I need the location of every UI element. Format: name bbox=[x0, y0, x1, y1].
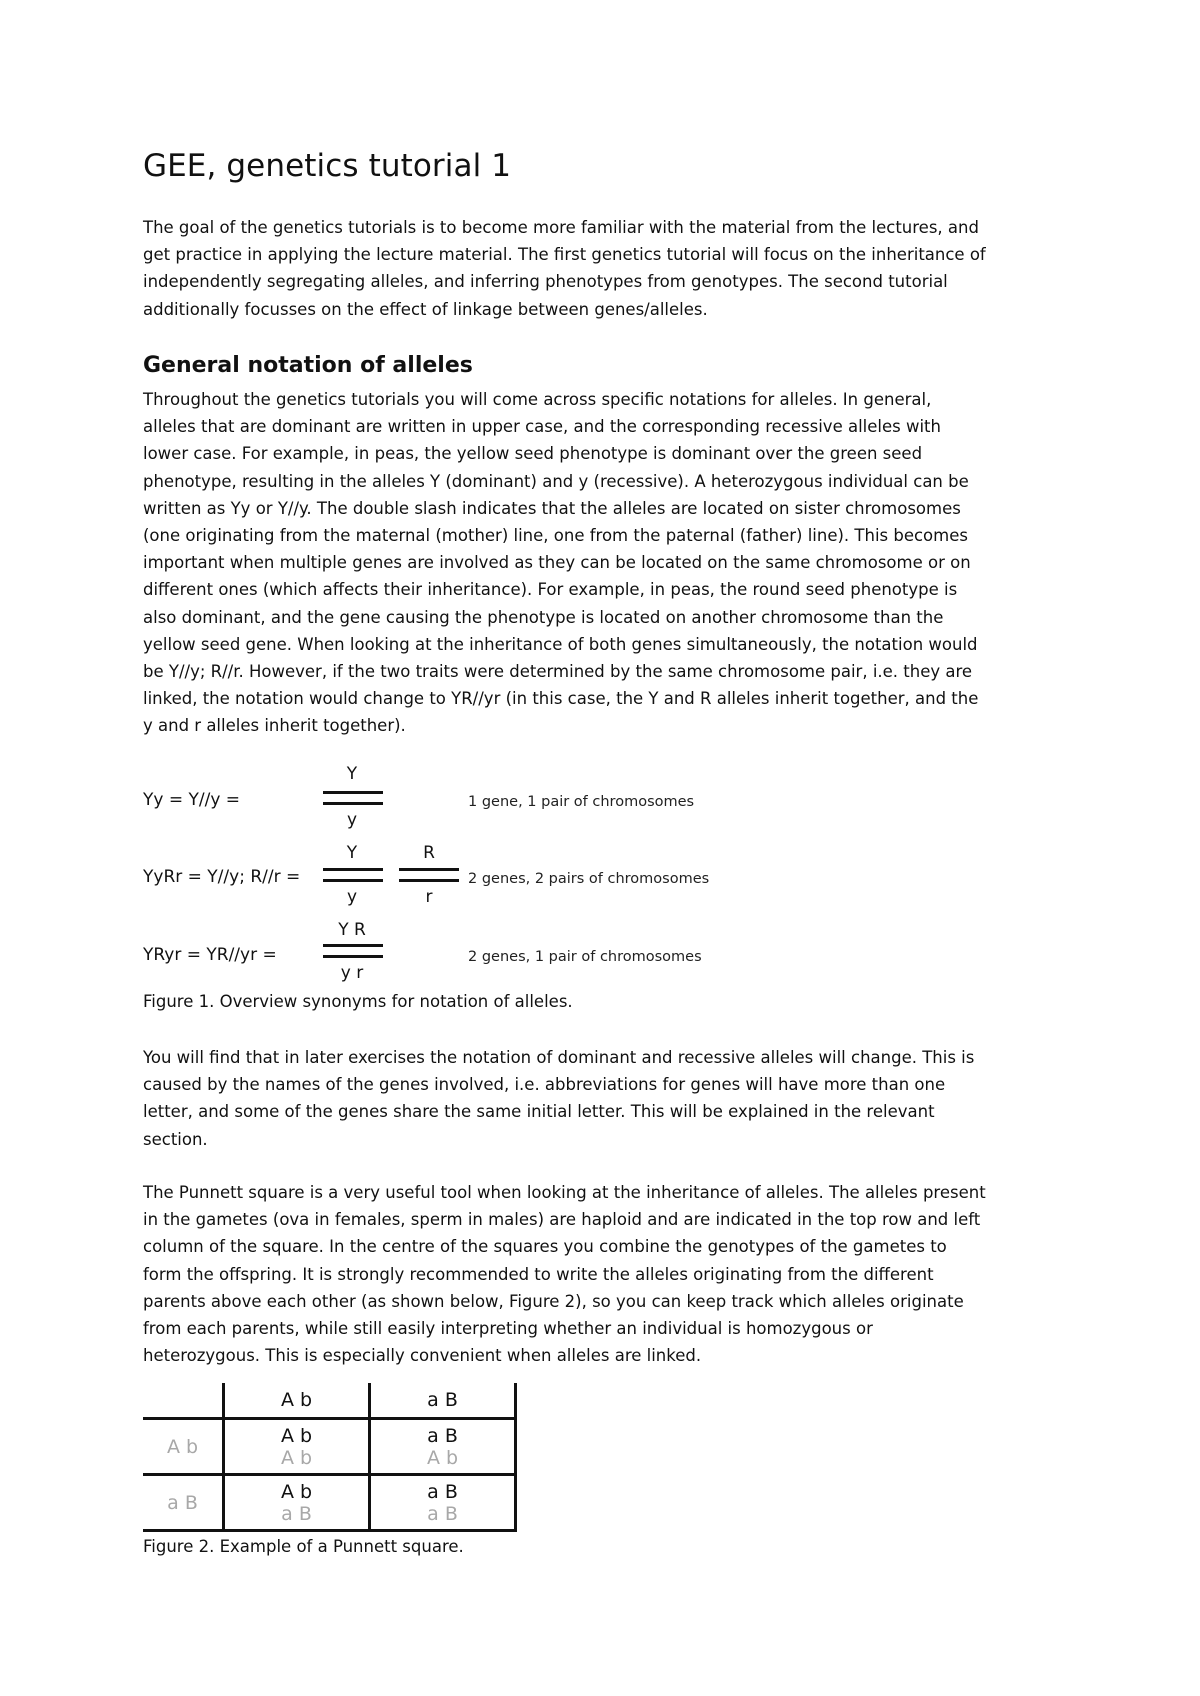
punnett-cell bbox=[224, 1475, 370, 1531]
chromosome-bar bbox=[323, 944, 383, 947]
figure-note: 1 gene, 1 pair of chromosomes bbox=[468, 794, 695, 810]
column-header: A b bbox=[224, 1383, 370, 1419]
chromosome-bar bbox=[323, 868, 383, 871]
row-header: a B bbox=[143, 1475, 224, 1531]
section-heading: General notation of alleles bbox=[143, 353, 473, 378]
chromosome-bar bbox=[399, 879, 459, 882]
text-line: (one originating from the maternal (mother) line, one from the paternal (father) line). This becomes bbox=[143, 525, 968, 545]
figure-caption: Figure 1. Overview synonyms for notation of alleles. bbox=[143, 992, 573, 1011]
notation-label: Yy = Y//y = bbox=[143, 790, 241, 810]
punnett-paragraph bbox=[143, 1179, 1083, 1369]
text-line: form the offspring. It is strongly recommended to write the alleles originating from the different bbox=[143, 1264, 934, 1284]
text-line: from each parents, while still easily interpreting whether an individual is homozygous or bbox=[143, 1318, 873, 1338]
text-line: heterozygous. This is especially convenient when alleles are linked. bbox=[143, 1346, 702, 1366]
text-line: be Y//y; R//r. However, if the two traits were determined by the same chromosome pair, i.e. they are bbox=[143, 661, 973, 681]
text-line: column of the square. In the centre of the squares you combine the genotypes of the gametes to bbox=[143, 1237, 947, 1257]
text-line: in the gametes (ova in females, sperm in males) are haploid and are indicated in the top row and left bbox=[143, 1210, 981, 1230]
paternal-allele: A b bbox=[280, 1446, 313, 1469]
text-line: get practice in applying the lecture material. The first genetics tutorial will focus on the inheritance of bbox=[143, 245, 986, 265]
notation-paragraph bbox=[143, 386, 1083, 739]
allele-top: Y bbox=[346, 764, 358, 784]
allele-top: Y bbox=[346, 843, 358, 863]
text-line: phenotype, resulting in the alleles Y (dominant) and y (recessive). A heterozygous individual can be bbox=[143, 471, 969, 491]
text-line: letter, and some of the genes share the same initial letter. This will be explained in the relevant bbox=[143, 1102, 935, 1122]
text-line: The goal of the genetics tutorials is to become more familiar with the material from the lectures, and bbox=[143, 218, 979, 237]
notation-label: YRyr = YR//yr = bbox=[143, 945, 277, 965]
paternal-allele: A b bbox=[426, 1446, 459, 1469]
text-line: linked, the notation would change to YR//yr (in this case, the Y and R alleles inherit together, and the bbox=[143, 689, 979, 709]
notation-label: YyRr = Y//y; R//r = bbox=[143, 867, 301, 887]
figure-caption: Figure 2. Example of a Punnett square. bbox=[143, 1537, 464, 1556]
text-line: different ones (which affects their inheritance). For example, in peas, the round seed phenotype is bbox=[143, 580, 958, 600]
text-line: y and r alleles inherit together). bbox=[143, 716, 406, 736]
text-line: yellow seed gene. When looking at the inheritance of both genes simultaneously, the notation would bbox=[143, 634, 978, 654]
text-line: caused by the names of the genes involved, i.e. abbreviations for genes will have more than one bbox=[143, 1075, 946, 1095]
chromosome-bar bbox=[399, 868, 459, 871]
paternal-allele: a B bbox=[281, 1502, 312, 1525]
text-line: You will find that in later exercises the notation of dominant and recessive alleles will change. This is bbox=[143, 1048, 975, 1067]
text-line: Throughout the genetics tutorials you will come across specific notations for alleles. In general, bbox=[143, 390, 932, 409]
maternal-allele: A b bbox=[280, 1480, 313, 1503]
allele-bottom: y bbox=[346, 810, 358, 830]
text-line: The Punnett square is a very useful tool when looking at the inheritance of alleles. The alleles present bbox=[143, 1183, 986, 1202]
allele-top: Y R bbox=[338, 920, 366, 940]
chromosome-bar bbox=[323, 955, 383, 958]
intro-paragraph bbox=[143, 214, 1083, 323]
punnett-cell bbox=[370, 1475, 516, 1531]
text-line: lower case. For example, in peas, the yellow seed phenotype is dominant over the green seed bbox=[143, 444, 923, 464]
chromosome-bar bbox=[323, 802, 383, 805]
punnett-square bbox=[143, 1383, 517, 1532]
chromosome-bar bbox=[323, 791, 383, 794]
punnett-cell bbox=[224, 1419, 370, 1475]
figure-note: 2 genes, 1 pair of chromosomes bbox=[468, 949, 702, 965]
text-line: section. bbox=[143, 1129, 208, 1149]
text-line: independently segregating alleles, and inferring phenotypes from genotypes. The second tutorial bbox=[143, 272, 948, 292]
paternal-allele: a B bbox=[427, 1502, 458, 1525]
allele-bottom: r bbox=[425, 887, 433, 907]
text-line: also dominant, and the gene causing the phenotype is located on another chromosome than the bbox=[143, 607, 944, 627]
row-header: A b bbox=[143, 1419, 224, 1475]
later-paragraph bbox=[143, 1044, 1083, 1153]
maternal-allele: a B bbox=[427, 1480, 458, 1503]
text-line: parents above each other (as shown below, Figure 2), so you can keep track which alleles originate bbox=[143, 1291, 964, 1311]
allele-bottom: y r bbox=[340, 963, 364, 983]
punnett-cell bbox=[370, 1419, 516, 1475]
allele-top: R bbox=[423, 843, 435, 863]
column-header: a B bbox=[370, 1383, 516, 1419]
maternal-allele: a B bbox=[427, 1424, 458, 1447]
punnett-corner bbox=[143, 1383, 224, 1419]
figure-note: 2 genes, 2 pairs of chromosomes bbox=[468, 871, 710, 887]
text-line: additionally focusses on the effect of linkage between genes/alleles. bbox=[143, 299, 708, 319]
allele-bottom: y bbox=[346, 887, 358, 907]
page-title: GEE, genetics tutorial 1 bbox=[143, 148, 512, 184]
text-line: alleles that are dominant are written in upper case, and the corresponding recessive alleles with bbox=[143, 417, 941, 437]
chromosome-bar bbox=[323, 879, 383, 882]
maternal-allele: A b bbox=[280, 1424, 313, 1447]
text-line: written as Yy or Y//y. The double slash indicates that the alleles are located on sister chromosomes bbox=[143, 498, 961, 518]
text-line: important when multiple genes are involved as they can be located on the same chromosome or on bbox=[143, 553, 971, 573]
